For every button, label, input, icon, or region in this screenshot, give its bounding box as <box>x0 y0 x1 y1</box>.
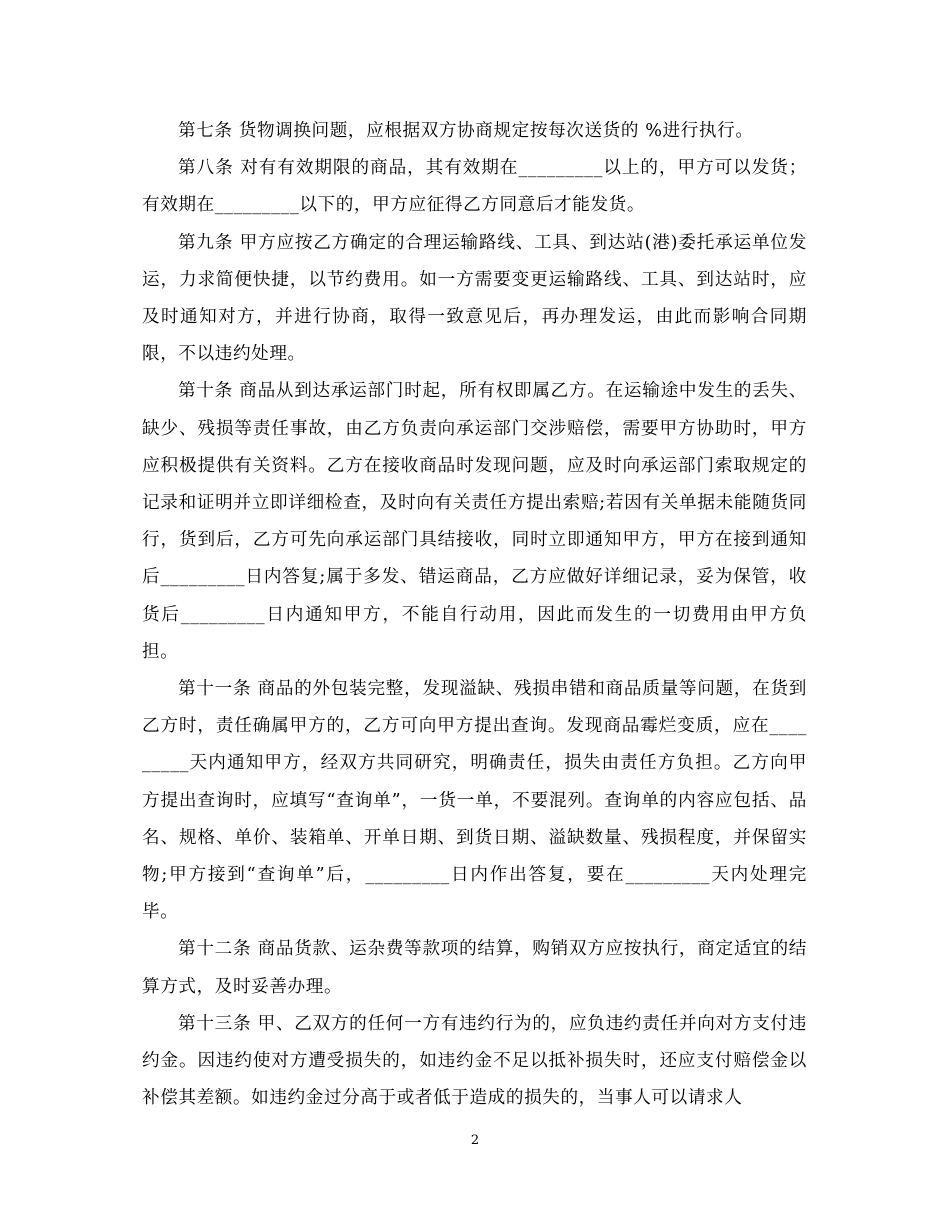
article-10-paragraph: 第十条 商品从到达承运部门时起，所有权即属乙方。在运输途中发生的丢失、缺少、残损等责任事故，由乙方负责向承运部门交涉赔偿，需要甲方协助时，甲方应积极提供有关资料。乙方在接收商品时发现问题，应及时向承运部门索取规定的记录和证明并立即详细检查，及时向有关责任方提出索赔;若因有关单据未能随货同行，货到后，乙方可先向承运部门具结接收，同时立即通知甲方，甲方在接到通知后_________日内答复;属于多发、错运商品，乙方应做好详细记录，妥为保管，收货后_________日内通知甲方，不能自行动用，因此而发生的一切费用由甲方负担。 <box>142 381 807 662</box>
document-body <box>142 113 807 1117</box>
article-12-paragraph: 第十二条 商品货款、运杂费等款项的结算，购销双方应按执行，商定适宜的结算方式，及时妥善办理。 <box>142 939 807 997</box>
page-number: 2 <box>470 1133 480 1148</box>
article-11-paragraph: 第十一条 商品的外包装完整，发现溢缺、残损串错和商品质量等问题，在货到乙方时，责任确属甲方的，乙方可向甲方提出查询。发现商品霉烂变质，应在_________天内通知甲方，经双方共同研究，明确责任，损失由责任方负担。乙方向甲方提出查询时，应填写“查询单”，一货一单，不要混列。查询单的内容应包括、品名、规格、单价、装箱单、开单日期、到货日期、溢缺数量、残损程度，并保留实物;甲方接到“查询单”后，_________日内作出答复，要在_________天内处理完毕。 <box>142 679 807 923</box>
article-7-paragraph: 第七条 货物调换问题，应根据双方协商规定按每次送货的 %进行执行。 <box>178 121 754 141</box>
article-13-paragraph: 第十三条 甲、乙双方的任何一方有违约行为的，应负违约责任并向对方支付违约金。因违约使对方遭受损失的，如违约金不足以抵补损失时，还应支付赔偿金以补偿其差额。如违约金过分高于或者低于造成的损失的，当事人可以请求人 <box>142 1013 807 1109</box>
article-8-paragraph: 第八条 对有有效期限的商品，其有效期在_________以上的，甲方可以发货；有效期在_________以下的，甲方应征得乙方同意后才能发货。 <box>142 158 807 216</box>
article-9-paragraph: 第九条 甲方应按乙方确定的合理运输路线、工具、到达站(港)委托承运单位发运，力求简便快捷，以节约费用。如一方需要变更运输路线、工具、到达站时，应及时通知对方，并进行协商，取得一致意见后，再办理发运，由此而影响合同期限，不以违约处理。 <box>142 232 807 365</box>
